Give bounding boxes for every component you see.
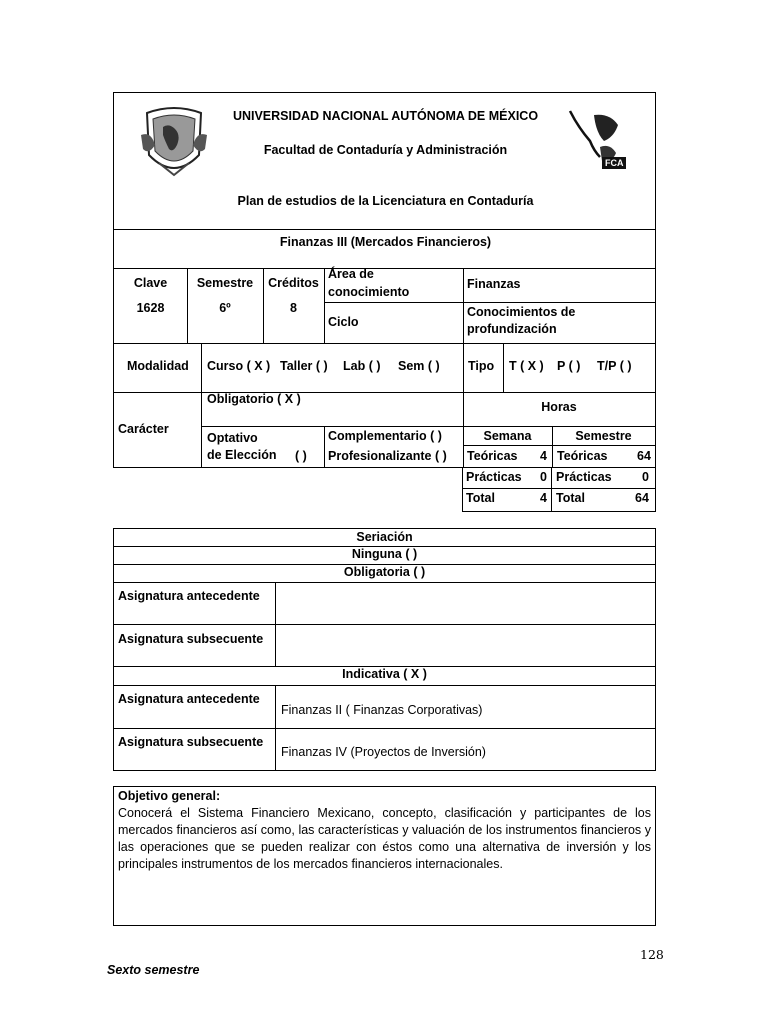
seriacion-obligatoria: Obligatoria ( ) [343,565,426,579]
semestre-label: Semestre [196,276,254,290]
university-name: UNIVERSIDAD NACIONAL AUTÓNOMA DE MÉXICO [232,109,539,123]
creditos-label: Créditos [268,276,319,290]
obligatoria-antecedente-label: Asignatura antecedente [118,589,260,603]
ciclo-label: Ciclo [328,315,359,329]
rule [114,582,655,583]
horas-total-label-2: Total [556,491,585,505]
complementario: Complementario ( ) [328,429,442,443]
area-label-2: conocimiento [328,285,410,299]
rule [463,426,655,427]
rule [463,343,464,392]
ciclo-value: Conocimientos de [467,305,576,319]
horas-label: Horas [541,400,577,414]
horas-teoricas-label: Teóricas [467,449,518,463]
course-title: Finanzas III (Mercados Financieros) [279,235,492,249]
semestre-value: 6º [219,301,231,315]
modalidad-taller: Taller ( ) [280,359,328,373]
rule [324,302,655,303]
modalidad-lab: Lab ( ) [343,359,381,373]
rule [462,467,463,512]
rule [462,488,656,489]
rule [201,392,202,468]
horas-table-extension [462,467,656,512]
rule [114,624,655,625]
footer-semester: Sexto semestre [107,963,200,977]
faculty-name: Facultad de Contaduría y Administración [263,143,508,157]
rule [463,268,464,343]
area-value: Finanzas [467,277,521,291]
rule [114,343,655,344]
horas-practicas-label-2: Prácticas [556,470,612,484]
modalidad-label: Modalidad [127,359,189,373]
optativo-mark: ( ) [295,449,307,463]
seriacion-table [113,528,656,771]
ciclo-value-2: profundización [467,322,557,336]
seriacion-ninguna: Ninguna ( ) [351,547,418,561]
modalidad-curso: Curso ( X ) [207,359,271,373]
horas-practicas-semana: 0 [540,470,547,484]
optativo: Optativo [207,431,258,445]
horas-practicas-semestre: 0 [642,470,649,484]
obligatorio: Obligatorio ( X ) [207,392,301,406]
tipo-label: Tipo [468,359,495,373]
rule [114,268,655,269]
indicativa-subsecuente-label: Asignatura subsecuente [118,735,264,749]
objetivo-box [113,786,656,926]
objetivo-label: Objetivo general: [118,789,221,803]
horas-practicas-label: Prácticas [466,470,522,484]
rule [201,426,463,427]
page-number: 128 [640,947,664,962]
profesionalizante: Profesionalizante ( ) [328,449,447,463]
objetivo-text: Conocerá el Sistema Financiero Mexicano, concepto, clasificación y participantes de los mercados financieros así como, las características y valuación de los instrumentos financieros y las operaciones que se pueden realizar con éstos como una alternativa de inversión y los principales instrumentos de los mercados financieros internacionales. [118,806,651,871]
horas-total-label: Total [466,491,495,505]
rule [655,467,656,512]
tipo-t: T ( X ) [509,359,544,373]
horas-semestre-label: Semestre [575,429,632,443]
horas-teoricas-label-2: Teóricas [557,449,608,463]
seriacion-indicativa: Indicativa ( X ) [342,667,427,681]
plan-title: Plan de estudios de la Licenciatura en Contaduría [237,194,534,208]
tipo-tp: T/P ( ) [597,359,632,373]
rule [551,467,552,512]
rule [114,728,655,729]
clave-value: 1628 [136,301,165,315]
indicativa-antecedente-value: Finanzas II ( Finanzas Corporativas) [281,703,483,717]
creditos-value: 8 [290,301,297,315]
course-header-table [113,92,656,468]
horas-total-semestre: 64 [635,491,649,505]
caracter-label: Carácter [118,422,169,436]
horas-semana-label: Semana [483,429,532,443]
rule [463,445,655,446]
rule [324,268,325,343]
horas-teoricas-semestre: 64 [637,449,651,463]
area-label: Área de [328,267,374,281]
rule [503,343,504,392]
rule [114,392,655,393]
rule [114,685,655,686]
rule [114,229,655,230]
seriacion-title: Seriación [356,530,413,544]
obligatoria-subsecuente-label: Asignatura subsecuente [118,632,264,646]
indicativa-antecedente-label: Asignatura antecedente [118,692,260,706]
clave-label: Clave [133,276,168,290]
rule [462,511,656,512]
tipo-p: P ( ) [557,359,581,373]
optativo-2: de Elección [207,448,277,462]
fca-logo-text: FCA [605,158,624,168]
rule [201,343,202,392]
modalidad-sem: Sem ( ) [398,359,440,373]
horas-teoricas-semana: 4 [540,449,547,463]
indicativa-subsecuente-value: Finanzas IV (Proyectos de Inversión) [281,745,486,759]
horas-total-semana: 4 [540,491,547,505]
rule [324,426,325,468]
